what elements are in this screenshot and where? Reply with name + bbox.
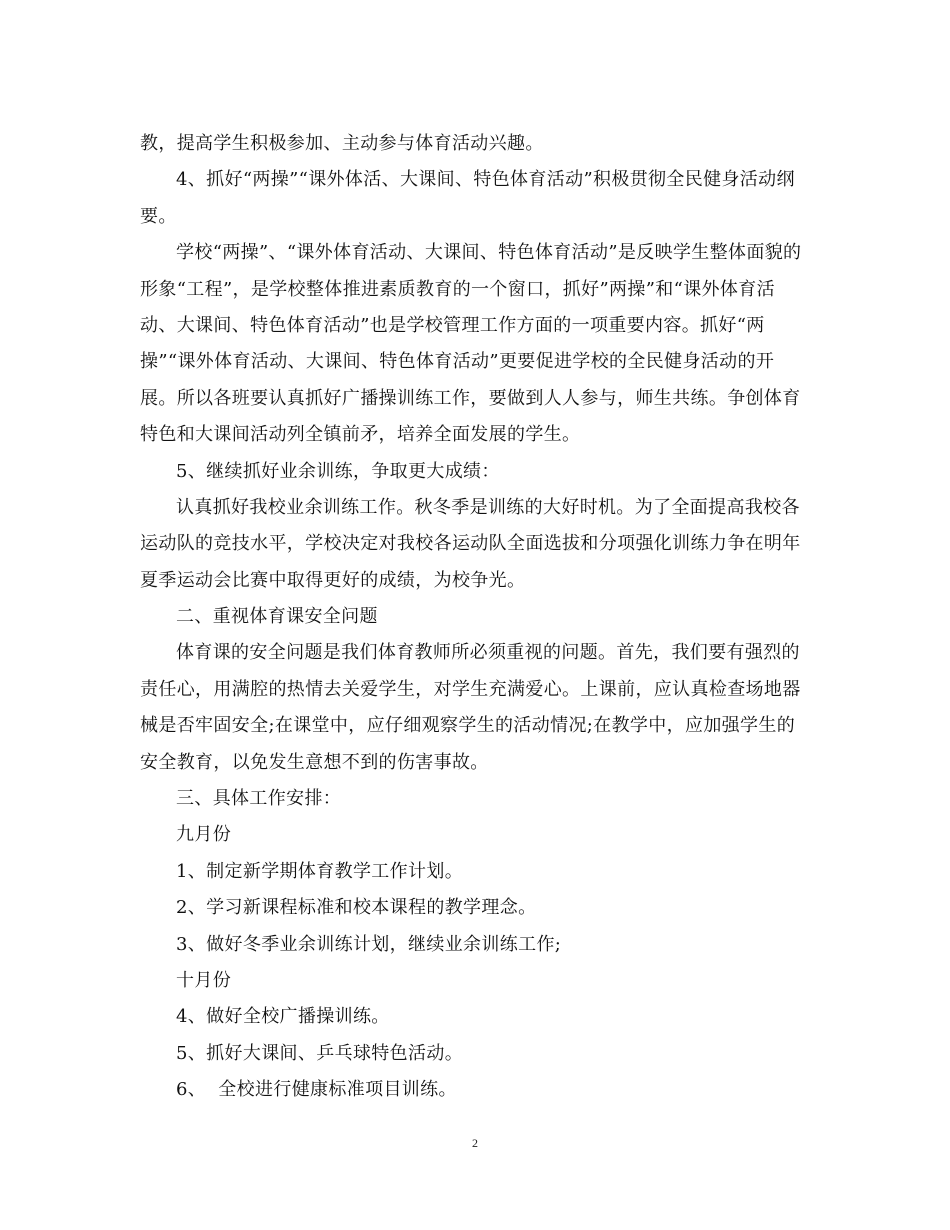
list-item: 4、做好全校广播操训练。 — [176, 1006, 390, 1028]
text-line-3: 要。 — [140, 205, 177, 227]
section-heading-safety: 二、重视体育课安全问题 — [176, 606, 378, 628]
text-line-9: 特色和大课间活动列全镇前矛，培养全面发展的学生。 — [140, 424, 581, 446]
text-line-16: 责任心，用满腔的热情去关爱学生，对学生充满爱心。上课前，应认真检查场地器 — [140, 678, 801, 700]
list-item: 5、抓好大课间、乒乓球特色活动。 — [176, 1042, 464, 1064]
list-item: 2、学习新课程标准和校本课程的教学理念。 — [176, 897, 537, 919]
month-heading-september: 九月份 — [176, 824, 232, 846]
text-line-4: 学校“两操”、“课外体育活动、大课间、特色体育活动”是反映学生整体面貌的 — [176, 242, 802, 264]
text-line-7: 操”“课外体育活动、大课间、特色体育活动”更要促进学校的全民健身活动的开 — [140, 351, 775, 373]
text-line-12: 运动队的竞技水平，学校决定对我校各运动队全面选拔和分项强化训练力争在明年 — [140, 533, 801, 555]
month-heading-october: 十月份 — [176, 969, 232, 991]
document-body — [140, 126, 812, 1109]
page-number: 2 — [472, 1136, 478, 1150]
text-line-17: 械是否牢固安全;在课堂中，应仔细观察学生的活动情况;在教学中，应加强学生的 — [140, 715, 796, 737]
text-line-6: 动、大课间、特色体育活动”也是学校管理工作方面的一项重要内容。抓好“两 — [140, 314, 765, 336]
text-line-1: 教，提高学生积极参加、主动参与体育活动兴趣。 — [140, 133, 544, 154]
text-line-15: 体育课的安全问题是我们体育教师所必须重视的问题。首先，我们要有强烈的 — [176, 642, 800, 664]
text-line-2: 4、抓好“两操”“课外体活、大课间、特色体育活动”积极贯彻全民健身活动纲 — [176, 169, 795, 191]
text-line-10: 5、继续抓好业余训练，争取更大成绩： — [176, 460, 500, 482]
text-line-13: 夏季运动会比赛中取得更好的成绩，为校争光。 — [140, 569, 526, 591]
text-line-8: 展。所以各班要认真抓好广播操训练工作，要做到人人参与，师生共练。争创体育 — [140, 387, 801, 409]
text-line-18: 安全教育，以免发生意想不到的伤害事故。 — [140, 751, 489, 773]
text-line-5: 形象“工程”，是学校整体推进素质教育的一个窗口，抓好”两操”和“课外体育活 — [140, 278, 775, 300]
text-line-11: 认真抓好我校业余训练工作。秋冬季是训练的大好时机。为了全面提高我校各 — [176, 496, 800, 518]
list-item: 3、做好冬季业余训练计划，继续业余训练工作; — [176, 933, 562, 955]
list-item: 1、制定新学期体育教学工作计划。 — [176, 860, 464, 882]
list-item: 6、 全校进行健康标准项目训练。 — [176, 1079, 457, 1101]
section-heading-schedule: 三、具体工作安排： — [176, 788, 342, 810]
